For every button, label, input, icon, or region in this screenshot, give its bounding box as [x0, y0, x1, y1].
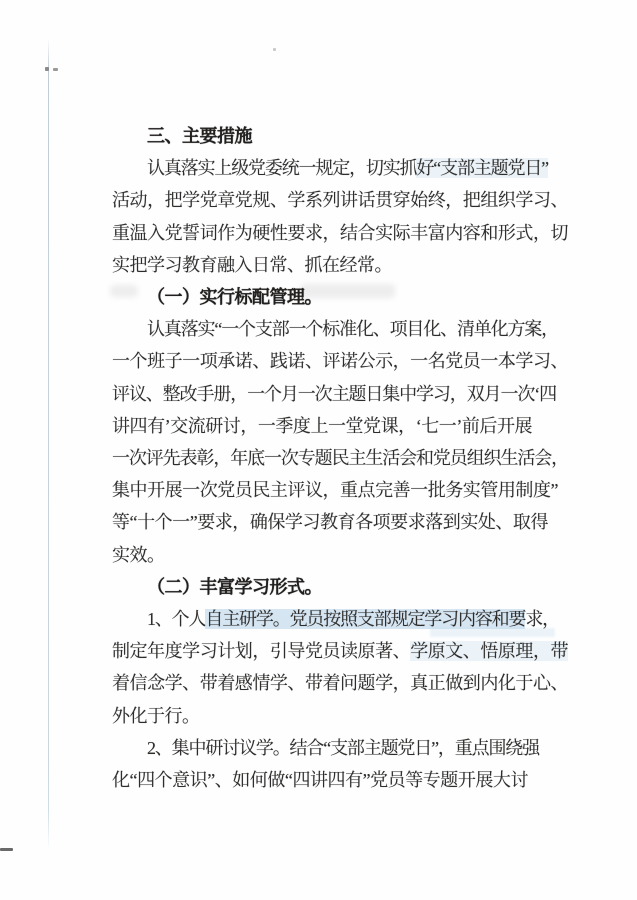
heading-line: （二）丰富学习形式。 [147, 577, 322, 597]
text-line: 评议、整改手册，一个月一次主题日集中学习，双月一次‘四 [112, 384, 557, 404]
highlighted-text: 好“支部主题党日” [416, 158, 548, 178]
text-line: 实效。 [112, 545, 165, 565]
text-line: 1、个人自主研学。党员按照支部规定学习内容和要求， [147, 609, 560, 629]
text-line: 重温入党誓词作为硬性要求，结合实际丰富内容和形式，切 [112, 223, 569, 243]
heading-line: （一）实行标配管理。 [147, 287, 322, 307]
text-line: 认真落实“一个支部一个标准化、项目化、清单化方案， [147, 319, 558, 339]
text-line: 等“十个一”要求，确保学习教育各项要求落到实处、取得 [112, 512, 549, 532]
text-line: 实把学习教育融入日常、抓在经常。 [112, 255, 392, 275]
text-line: 制定年度学习计划，引导党员读原著、学原文、悟原理，带 [112, 641, 569, 661]
text-line: 活动，把学党章党规、学系列讲话贯穿始终，把组织学习、 [112, 190, 569, 210]
highlighted-text: 自主研学。党员按照支部规定学习内容和要 [205, 609, 526, 629]
scan-speck [0, 848, 13, 851]
text-line: 集中开展一次党员民主评议，重点完善一批务实管用制度” [112, 480, 559, 500]
text-line: 外化于行。 [112, 706, 200, 726]
scan-speck [45, 67, 49, 71]
text-line: 认真落实上级党委统一规定，切实抓好“支部主题党日” [147, 158, 548, 178]
text-line: 一次评先表彰，年底一次专题民主生活会和党员组织生活会， [112, 448, 569, 468]
text-line: 2、集中研讨议学。结合“支部主题党日”，重点围绕强 [147, 738, 539, 758]
text-line: 化“四个意识”、如何做“四讲四有”党员等专题开展大讨 [112, 770, 528, 790]
text-line: 一个班子一项承诺、践诺、评诺公示，一名党员一本学习、 [112, 351, 569, 371]
heading-line: 三、主要措施 [147, 126, 252, 146]
scan-fold-line [48, 38, 49, 850]
highlighted-text: 学原文、悟原理，带 [410, 641, 569, 661]
text-line: 着信念学、带着感情学、带着问题学，真正做到内化于心、 [112, 673, 569, 693]
scan-speck [273, 48, 276, 51]
text-line: 讲四有’交流研讨，一季度上一堂党课，‘七一’前后开展 [112, 416, 533, 436]
scan-speck [53, 68, 58, 71]
